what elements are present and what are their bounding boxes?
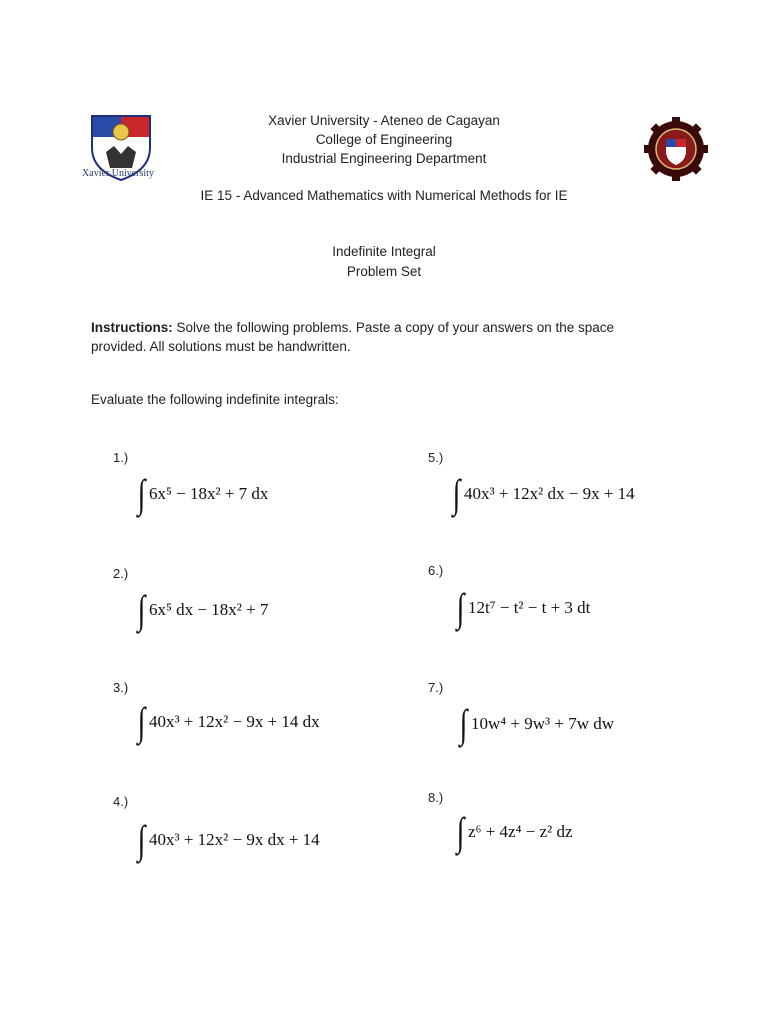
problem-number: 5.) xyxy=(428,450,444,465)
instructions-text: Solve the following problems. Paste a copy of your answers on the space provided. All solutions must be handwritten. xyxy=(91,320,615,354)
integral-sign-icon: ∫ xyxy=(456,585,465,630)
integral-sign-icon: ∫ xyxy=(452,471,461,516)
integral-sign-icon: ∫ xyxy=(456,809,465,854)
left-logo-caption: Xavier University xyxy=(82,168,154,179)
integral-expression: ∫ 40x³ + 12x² − 9x + 14 dx xyxy=(137,699,320,744)
document-title: Indefinite Integral xyxy=(332,244,436,259)
problem-number: 7.) xyxy=(428,680,444,695)
integral-expression: ∫ 40x³ + 12x² − 9x dx + 14 xyxy=(137,817,320,862)
evaluate-prompt: Evaluate the following indefinite integrals: xyxy=(91,392,339,407)
problem-number: 8.) xyxy=(428,790,444,805)
integral-sign-icon: ∫ xyxy=(137,471,146,516)
integral-expression: ∫ z⁶ + 4z⁴ − z² dz xyxy=(456,809,573,854)
integral-sign-icon: ∫ xyxy=(137,817,146,862)
problem-number: 1.) xyxy=(113,450,129,465)
integral-expression: ∫ 10w⁴ + 9w³ + 7w dw xyxy=(459,701,615,746)
document-subtitle: Problem Set xyxy=(346,264,422,279)
problem-number: 3.) xyxy=(113,680,129,695)
instructions-label: Instructions: xyxy=(91,320,173,335)
instructions xyxy=(91,318,651,356)
integral-expression: ∫ 40x³ + 12x² dx − 9x + 14 xyxy=(452,471,635,516)
college-name: College of Engineering xyxy=(315,132,453,147)
integral-expression: ∫ 6x⁵ − 18x² + 7 dx xyxy=(137,471,269,516)
problem-number: 4.) xyxy=(113,794,129,809)
problem-number: 2.) xyxy=(113,566,129,581)
course-title: IE 15 - Advanced Mathematics with Numerical Methods for IE xyxy=(200,188,568,203)
integral-sign-icon: ∫ xyxy=(137,699,146,744)
integral-sign-icon: ∫ xyxy=(459,701,468,746)
university-name: Xavier University - Ateneo de Cagayan xyxy=(268,113,500,128)
department-name: Industrial Engineering Department xyxy=(281,151,487,166)
problem-number: 6.) xyxy=(428,563,444,578)
integral-sign-icon: ∫ xyxy=(137,587,146,632)
integral-expression: ∫ 12t⁷ − t² − t + 3 dt xyxy=(456,585,591,630)
integral-expression: ∫ 6x⁵ dx − 18x² + 7 xyxy=(137,587,269,632)
